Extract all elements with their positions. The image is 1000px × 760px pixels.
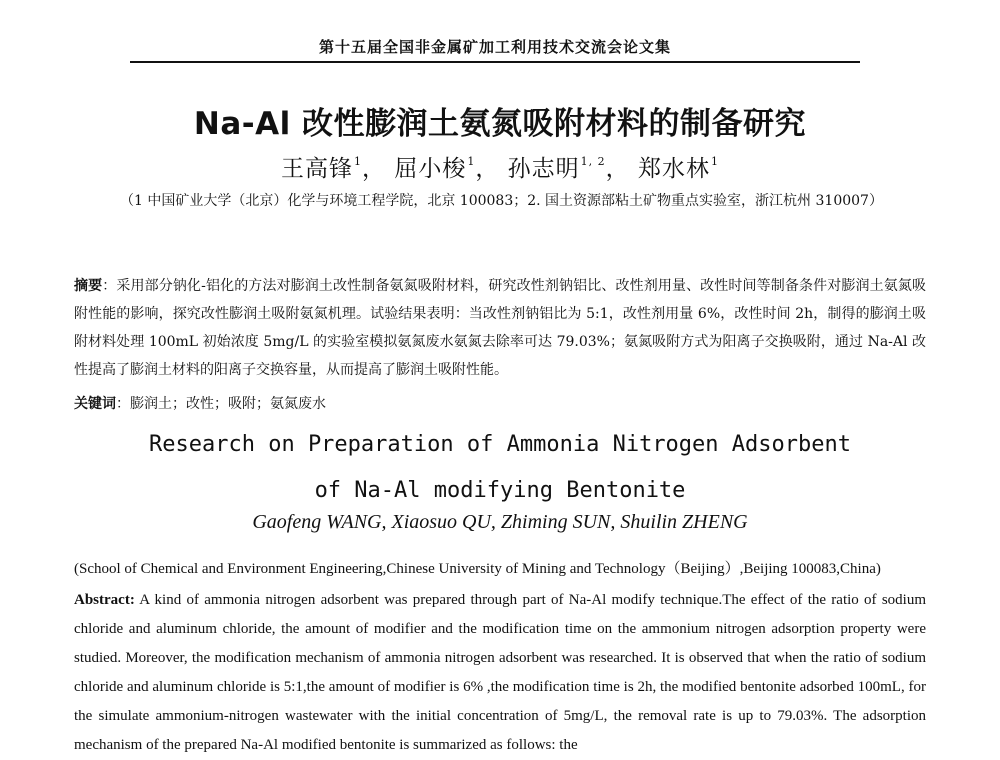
authors-english: Gaofeng WANG, Xiaosuo QU, Zhiming SUN, Shuilin ZHENG	[252, 511, 748, 533]
author-affiliation-mark: 1	[354, 155, 363, 168]
title-chinese: Na-Al 改性膨润土氨氮吸附材料的制备研究	[193, 106, 807, 142]
keywords-chinese-label: 关键词	[74, 396, 116, 412]
author-separator: ，	[362, 156, 387, 182]
header-rule	[130, 61, 860, 63]
title-english-line-1: Research on Preparation of Ammonia Nitrogen Adsorbent	[149, 432, 851, 457]
affiliation-english: (School of Chemical and Environment Engineering,Chinese University of Mining and Technology（Beijing）,Beijing 100083,China)	[74, 561, 881, 577]
abstract-english	[74, 586, 926, 760]
running-header: 第十五届全国非金属矿加工利用技术交流会论文集	[318, 38, 671, 56]
authors-chinese	[0, 150, 1000, 183]
keywords-chinese	[74, 390, 926, 418]
affiliation-chinese: （1 中国矿业大学（北京）化学与环境工程学院，北京 100083；2. 国土资源部粘土矿物重点实验室，浙江杭州 310007）	[120, 193, 883, 209]
author-affiliation-mark: 1	[467, 155, 476, 168]
author-name: 孙志明	[507, 156, 580, 182]
author-separator: ，	[475, 156, 500, 182]
author-affiliation-mark: 1	[710, 155, 719, 168]
abstract-chinese-label: 摘要	[74, 278, 103, 294]
abstract-chinese	[74, 272, 926, 384]
author-name: 郑水林	[637, 156, 710, 182]
abstract-chinese-text: ：采用部分钠化-铝化的方法对膨润土改性制备氨氮吸附材料，研究改性剂钠铝比、改性剂用量、改性时间等制备条件对膨润土氨氮吸附性能的影响，探究改性膨润土吸附氨氮机理。试验结果表明：当改性剂钠铝比为 5:1，改性剂用量 6%，改性时间 2h，制得的膨润土吸附材料处理 100mL 初始浓度 5mg/L 的实验室模拟氨氮废水氨氮去除率可达 79.03%；氨氮吸附方式为阳离子交换吸附，通过 Na-Al 改性提高了膨润土材料的阳离子交换容量，从而提高了膨润土吸附性能。	[74, 278, 927, 378]
author-affiliation-mark: 1, 2	[580, 155, 606, 168]
abstract-english-label: Abstract:	[74, 592, 135, 608]
keywords-chinese-text: ：膨润土；改性；吸附；氨氮废水	[116, 396, 326, 412]
title-english-line-2: of Na-Al modifying Bentonite	[314, 478, 686, 503]
abstract-english-text: A kind of ammonia nitrogen adsorbent was prepared through part of Na-Al modify technique.The effect of the ratio of sodium chloride and aluminum chloride, the amount of modifier and the modification time on the ammonium nitrogen adsorption property were studied. Moreover, the modification mechanism of ammonia nitrogen adsorbent was researched. It is observed that when the ratio of sodium chloride and aluminum chloride is 5:1,the amount of modifier is 6% ,the modification time is 2h, the modified bentonite adsorbed 100mL, for the simulate ammonium-nitrogen wastewater with the initial concentration of 5mg/L, the removal rate is up to 79.03%. The adsorption mechanism of the prepared Na-Al modified bentonite is summarized as follows: the	[74, 592, 926, 753]
author-separator: ，	[605, 156, 630, 182]
author-name: 屈小梭	[394, 156, 467, 182]
author-name: 王高锋	[281, 156, 354, 182]
